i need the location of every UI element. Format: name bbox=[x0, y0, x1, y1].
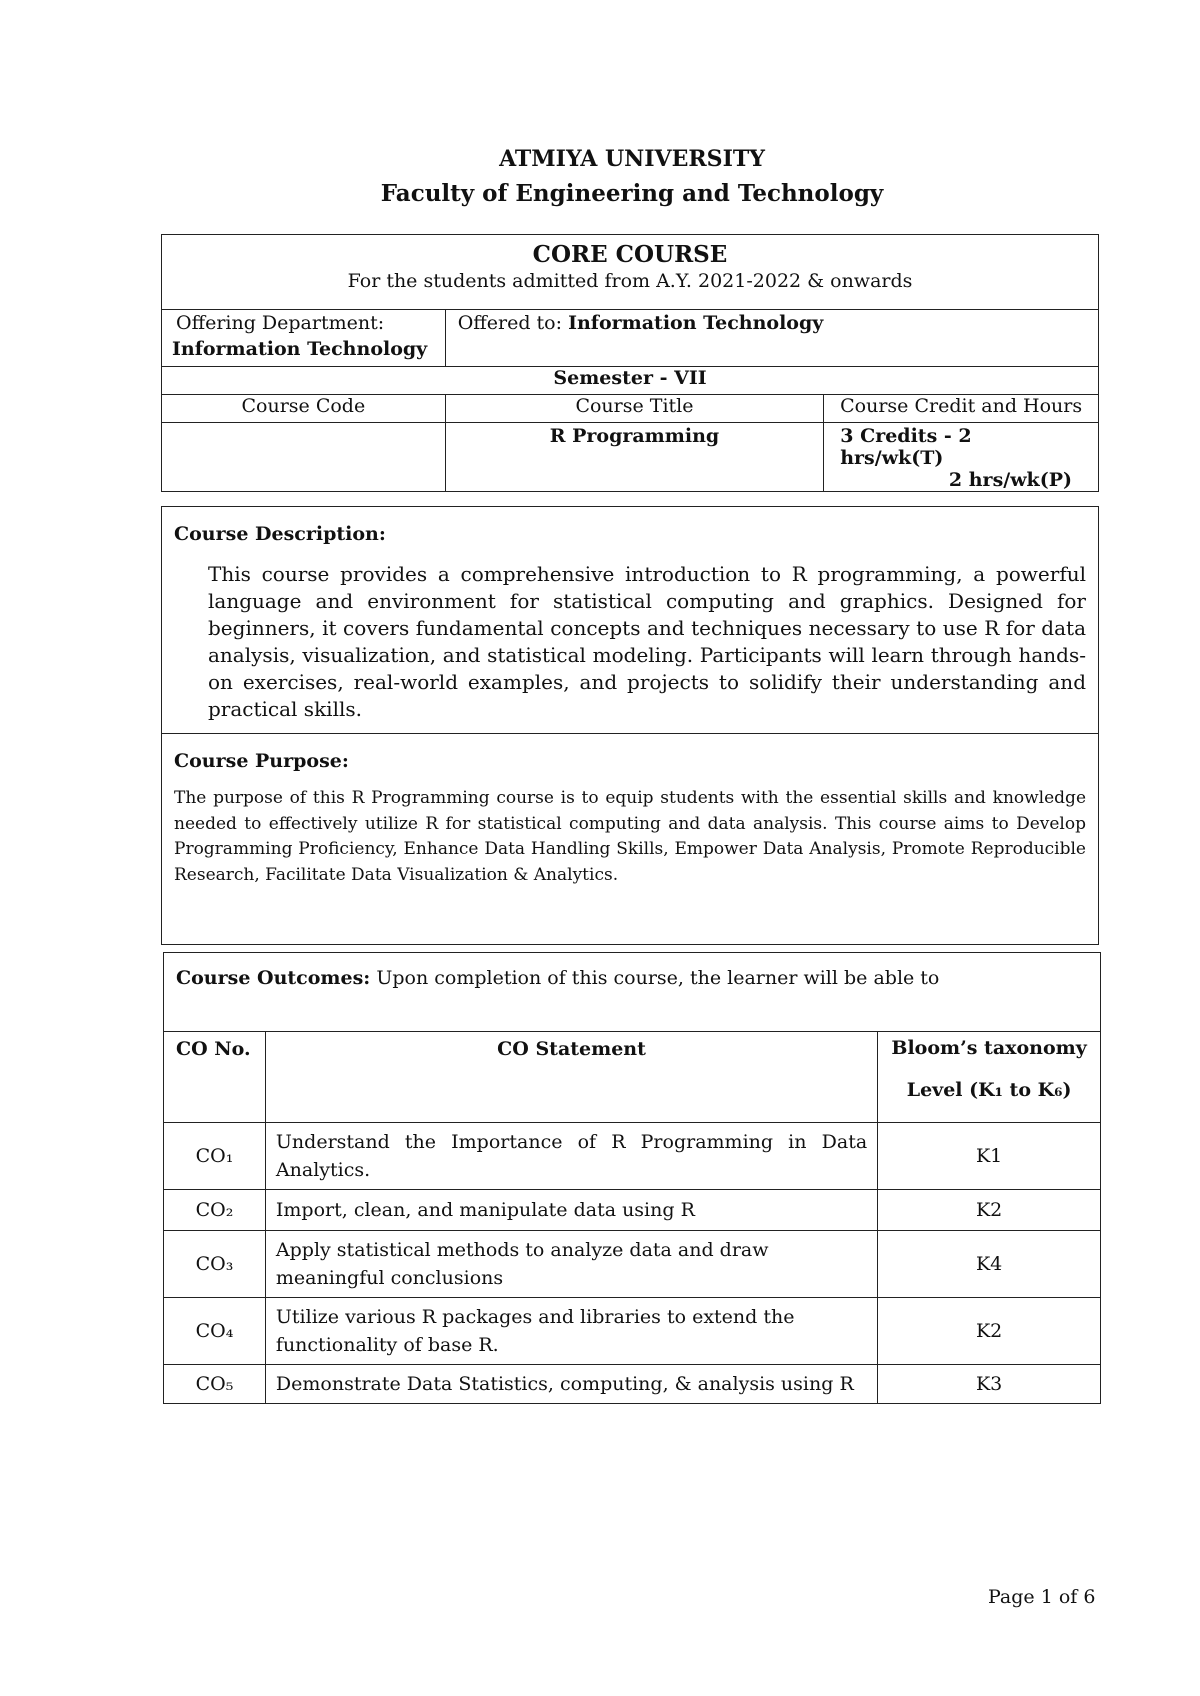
outcome-row bbox=[164, 1190, 1101, 1231]
credit-line-2: 2 hrs/wk(P) bbox=[948, 469, 1072, 491]
co-number: CO₁ bbox=[164, 1123, 266, 1190]
col-course-credit: Course Credit and Hours bbox=[824, 395, 1099, 423]
semester-cell: Semester - VII bbox=[162, 367, 1099, 395]
course-type: CORE COURSE bbox=[532, 241, 728, 268]
co-statement: Import, clean, and manipulate data using R bbox=[265, 1190, 877, 1231]
outcome-row bbox=[164, 1123, 1101, 1190]
col-co-statement: CO Statement bbox=[265, 1032, 877, 1123]
co-level: K4 bbox=[878, 1231, 1101, 1298]
offering-dept-value: Information Technology bbox=[172, 338, 428, 360]
outcomes-intro: Upon completion of this course, the learner will be able to bbox=[376, 967, 940, 989]
outcome-row bbox=[164, 1365, 1101, 1404]
offered-to-value: Information Technology bbox=[568, 312, 824, 334]
col-bloom-line2: Level (K₁ to K₆) bbox=[906, 1079, 1072, 1101]
outcome-row bbox=[164, 1298, 1101, 1365]
purpose-cell bbox=[162, 734, 1099, 945]
co-statement: Apply statistical methods to analyze data and draw meaningful conclusions bbox=[265, 1231, 877, 1298]
co-level: K2 bbox=[878, 1190, 1101, 1231]
description-text: This course provides a comprehensive introduction to R programming, a powerful language and environment for statistical computing and graphics. Designed for beginners, it covers fundamental concepts and techniques necessary to use R for data analysis, visualization, and statistical modeling. Participants will learn through hands-on exercises, real-world examples, and projects to solidify their understanding and practical skills. bbox=[208, 562, 1086, 721]
purpose-text: The purpose of this R Programming course is to equip students with the essential skills and knowledge needed to effectively utilize R for statistical computing and data analysis. This course aims to Develop Programming Proficiency, Enhance Data Handling Skills, Empower Data Analysis, Promote Reproducible Research, Facilitate Data Visualization & Analytics. bbox=[174, 788, 1086, 885]
course-info-table bbox=[161, 234, 1099, 492]
course-code-value bbox=[162, 423, 446, 492]
co-number: CO₂ bbox=[164, 1190, 266, 1231]
faculty-title: Faculty of Engineering and Technology bbox=[380, 180, 884, 207]
purpose-heading: Course Purpose: bbox=[174, 750, 349, 772]
col-co-no: CO No. bbox=[164, 1032, 266, 1123]
offered-to-cell bbox=[445, 310, 1098, 367]
co-statement: Demonstrate Data Statistics, computing, & analysis using R bbox=[265, 1365, 877, 1404]
co-statement: Utilize various R packages and libraries to extend the functionality of base R. bbox=[265, 1298, 877, 1365]
core-course-cell bbox=[162, 235, 1099, 310]
offered-to-label: Offered to: bbox=[457, 312, 563, 334]
col-bloom bbox=[878, 1032, 1101, 1123]
co-number: CO₃ bbox=[164, 1231, 266, 1298]
outcomes-heading: Course Outcomes: bbox=[176, 967, 371, 989]
offering-dept-label: Offering Department: bbox=[176, 312, 385, 334]
col-course-code: Course Code bbox=[162, 395, 446, 423]
outcome-row bbox=[164, 1231, 1101, 1298]
co-level: K1 bbox=[878, 1123, 1101, 1190]
co-level: K2 bbox=[878, 1298, 1101, 1365]
co-statement: Understand the Importance of R Programming in Data Analytics. bbox=[265, 1123, 877, 1190]
co-number: CO₄ bbox=[164, 1298, 266, 1365]
outcomes-table bbox=[163, 952, 1101, 1404]
co-number: CO₅ bbox=[164, 1365, 266, 1404]
description-cell bbox=[162, 507, 1099, 734]
description-heading: Course Description: bbox=[174, 523, 386, 545]
page-number: Page 1 of 6 bbox=[988, 1586, 1096, 1608]
course-title-value: R Programming bbox=[445, 423, 824, 492]
credit-line-1: 3 Credits - 2 hrs/wk(T) bbox=[840, 425, 972, 469]
admission-note: For the students admitted from A.Y. 2021-2022 & onwards bbox=[347, 270, 913, 292]
co-level: K3 bbox=[878, 1365, 1101, 1404]
offering-dept-cell bbox=[162, 310, 446, 367]
col-course-title: Course Title bbox=[445, 395, 824, 423]
col-bloom-line1: Bloom’s taxonomy bbox=[891, 1037, 1087, 1059]
course-credit-value bbox=[824, 423, 1099, 492]
university-title: ATMIYA UNIVERSITY bbox=[499, 146, 765, 172]
outcomes-intro-cell bbox=[164, 953, 1101, 1032]
description-purpose-table bbox=[161, 506, 1099, 945]
